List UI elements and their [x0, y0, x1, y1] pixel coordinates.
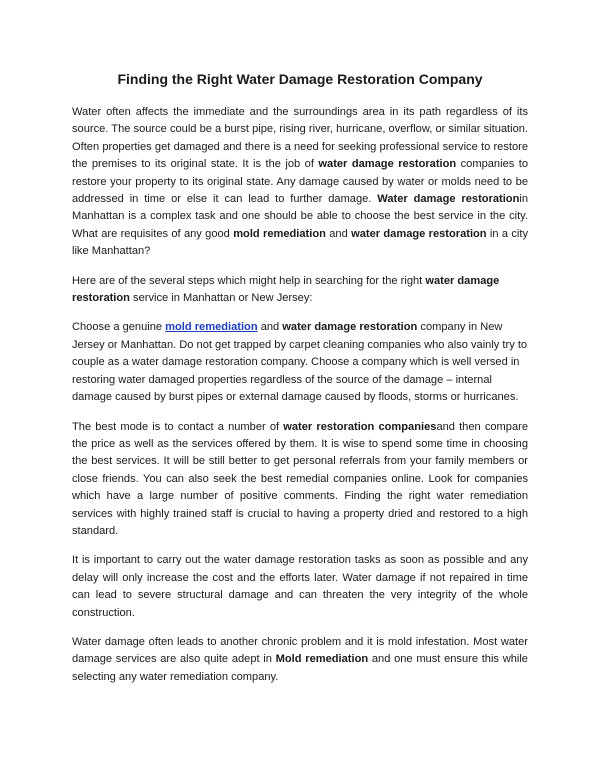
bold-keyword: water damage restoration — [72, 274, 500, 305]
text-run: company in New Jersey or Manhattan. Do not get trapped by carpet cleaning companies who also vainly try to couple as a water damage restoration company. Choose a company which is well versed in restoring water damaged properties regardless of the source of the damage – internal damage caused by burst pipes or external damage caused by floods, storms or hurricanes. — [72, 321, 528, 404]
paragraph-choose-company — [72, 319, 528, 406]
text-run: Choose a genuine — [72, 321, 166, 334]
bold-keyword: water damage restoration — [282, 321, 418, 334]
text-run: in Manhattan is a complex task and one should be able to choose the best service in the city. What are requisites of any good — [72, 193, 528, 240]
text-run: It is important to carry out the water damage restoration tasks as soon as possible and any delay will only increase the cost and the efforts later. Water damage if not repaired in time can lead to severe structural damage and can threaten the very integrity of the whole construction. — [72, 554, 528, 619]
text-run: service in Manhattan or New Jersey: — [129, 292, 313, 305]
bold-keyword: Mold remediation — [275, 653, 369, 666]
text-run: The best mode is to contact a number of — [72, 420, 284, 433]
text-run: and — [325, 227, 352, 240]
mold-remediation-link[interactable]: mold remediation — [165, 321, 258, 334]
text-run: and one must ensure this while selecting any water remediation company. — [72, 653, 528, 683]
text-run: Water often affects the immediate and the surroundings area in its path regardless of its source. The source could be a burst pipe, rising river, hurricane, overflow, or similar situation. Often properties get damaged and there is a need for seeking professional service to restore the premises to its original state. It is the job of — [72, 106, 528, 171]
text-run: in a city like Manhattan? — [72, 227, 529, 258]
text-run: Here are of the several steps which might help in searching for the right — [72, 274, 426, 287]
paragraph-act-quickly — [72, 552, 528, 622]
paragraph-steps-intro — [72, 273, 528, 308]
text-run: and — [257, 321, 283, 334]
bold-keyword: Water damage restoration — [377, 193, 520, 206]
page-title: Finding the Right Water Damage Restoration Company — [117, 71, 483, 87]
bold-keyword: water damage restoration — [351, 227, 487, 240]
paragraph-mold-infestation — [72, 634, 528, 686]
bold-keyword: water restoration companies — [283, 420, 437, 433]
bold-keyword: water damage restoration — [318, 158, 457, 171]
text-run: Water damage often leads to another chronic problem and it is mold infestation. Most water damage services are also quite adept in — [72, 635, 528, 666]
paragraph-intro — [72, 104, 528, 261]
text-run: companies to restore your property to its original state. Any damage caused by water or molds need to be addressed in time or else it can lead to further damage. — [72, 158, 528, 206]
bold-keyword: mold remediation — [233, 227, 326, 240]
paragraph-compare-companies — [72, 419, 528, 541]
text-run: and then compare the price as well as the services offered by them. It is wise to spend some time in choosing the best services. It will be still better to get personal referrals from your family members or close friends. You can also seek the best remedial companies online. Look for companies which have a large number of positive comments. Finding the right water remediation services with highly trained staff is crucial to having a property dried and restored to a high standard. — [72, 420, 528, 537]
